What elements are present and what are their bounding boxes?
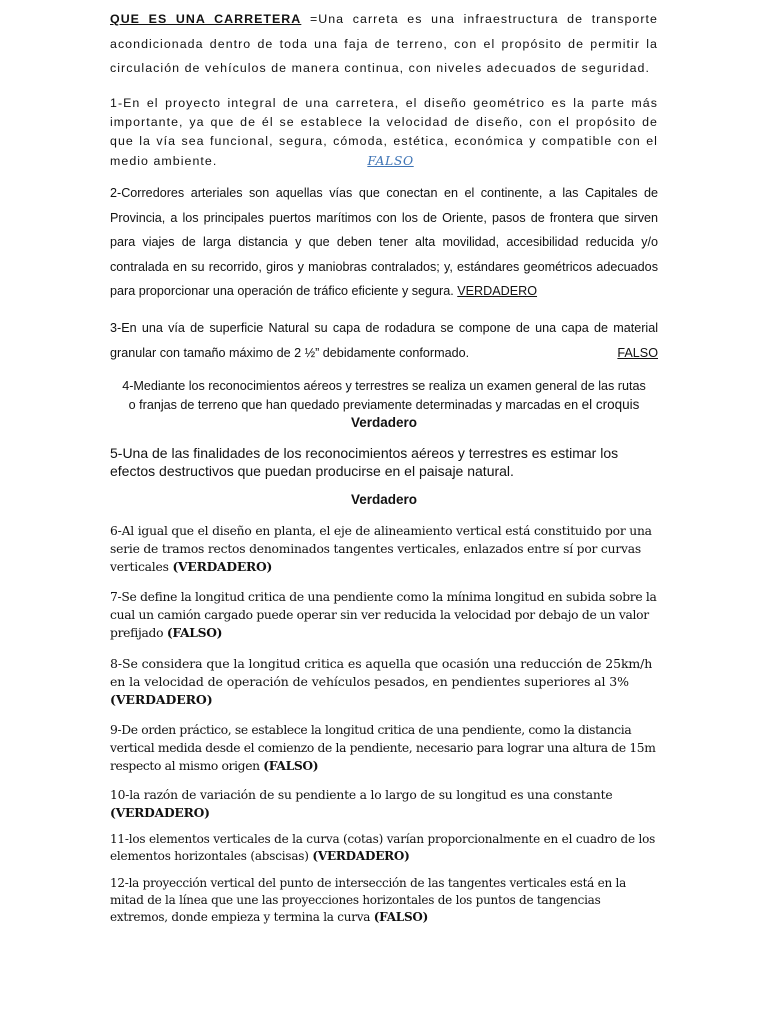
- question-7-text: 7-Se define la longitud critica de una pendiente como la mínima longitud en subida sobre la cual un camión cargado puede operar sin ver reducida la velocidad por debajo de un valor prefijado: [110, 590, 657, 640]
- question-2-answer: VERDADERO: [457, 284, 538, 298]
- question-10-answer: (VERDADERO): [110, 805, 210, 820]
- question-8-answer: (VERDADERO): [110, 692, 213, 707]
- question-9-text: 9-De orden práctico, se establece la longitud critica de una pendiente, como la distancia vertical medida desde el comienzo de la pendiente, necesario para lograr una altura de 15m respecto al mismo origen: [110, 723, 656, 773]
- question-3-text: 3-En una vía de superficie Natural su capa de rodadura se compone de una capa de material granular con tamaño máximo de 2 ½” debidamente conformado.: [110, 321, 658, 360]
- question-4-tail: el croquis: [581, 396, 640, 412]
- question-5-answer: Verdadero: [350, 492, 418, 507]
- question-9-answer: (FALSO): [263, 758, 319, 773]
- question-3: [110, 316, 658, 366]
- question-11-answer: (VERDADERO): [312, 849, 410, 863]
- question-7-answer: (FALSO): [166, 625, 223, 640]
- question-4-line1: 4-Mediante los reconocimientos aéreos y terrestres se realiza un examen general de las rutas: [122, 379, 646, 393]
- question-5-text: 5-Una de las finalidades de los reconocimientos aéreos y terrestres es estimar los efectos destructivos que puedan producirse en el paisaje natural.: [110, 445, 619, 479]
- question-4-answer: Verdadero: [350, 415, 418, 430]
- intro-text: =Una carreta es una infraestructura de transporte acondicionada dentro de toda una faja de terreno, con el propósito de permitir la circulación de vehículos de manera continua, con niveles adecuados de seguridad.: [110, 12, 658, 75]
- question-1: [110, 94, 658, 171]
- question-4: [110, 377, 658, 433]
- question-6: [110, 522, 658, 576]
- question-6-text: 6-Al igual que el diseño en planta, el eje de alineamiento vertical está constituido por una serie de tramos rectos denominados tangentes verticales, enlazados entre sí por curvas verticales: [110, 524, 652, 574]
- question-11: [110, 831, 658, 865]
- question-3-answer: FALSO: [617, 346, 658, 360]
- question-4-line2: o franjas de terreno que han quedado previamente determinadas y marcadas en: [128, 397, 579, 412]
- question-10: [110, 787, 658, 822]
- question-12-answer: (FALSO): [373, 910, 429, 924]
- question-9: [110, 721, 658, 775]
- intro-paragraph: [110, 7, 658, 81]
- question-1-text: 1-En el proyecto integral de una carretera, el diseño geométrico es la parte más importante, ya que de él se establece la velocidad de diseño, con el propósito de que la vía sea funcional, segura, cómoda, estética, económica y compatible con el medio ambiente.: [110, 96, 658, 168]
- question-2-text: 2-Corredores arteriales son aquellas vías que conectan en el continente, a las Capitales de Provincia, a los principales puertos marítimos con los de Oriente, pasos de frontera que sirven para viajes de larga distancia y que deben tener alta movilidad, accesibilidad reducida y/o contralada en su recorrido, giros y maniobras contralados; y, estándares geométricos adecuados para proporcionar una operación de tráfico eficiente y segura.: [110, 186, 658, 298]
- question-2: [110, 181, 658, 304]
- question-6-answer: (VERDADERO): [172, 559, 273, 574]
- question-8-text: 8-Se considera que la longitud critica es aquella que ocasión una reducción de 25km/h en la velocidad de operación de vehículos pesados, en pendientes superiores al 3%: [110, 656, 653, 689]
- question-8: [110, 655, 658, 709]
- question-7: [110, 588, 658, 642]
- question-1-answer-link[interactable]: FALSO: [367, 153, 414, 168]
- question-12: [110, 875, 658, 926]
- question-11-text: 11-los elementos verticales de la curva (cotas) varían proporcionalmente en el cuadro de los elementos horizontales (abscisas): [110, 832, 656, 863]
- question-10-text: 10-la razón de variación de su pendiente a lo largo de su longitud es una constante: [110, 788, 613, 802]
- question-12-text: 12-la proyección vertical del punto de intersección de las tangentes verticales está en la mitad de la línea que une las proyecciones horizontales de los puntos de tangencias extremos, donde empieza y termina la curva: [110, 876, 626, 924]
- intro-heading: QUE ES UNA CARRETERA: [110, 12, 302, 26]
